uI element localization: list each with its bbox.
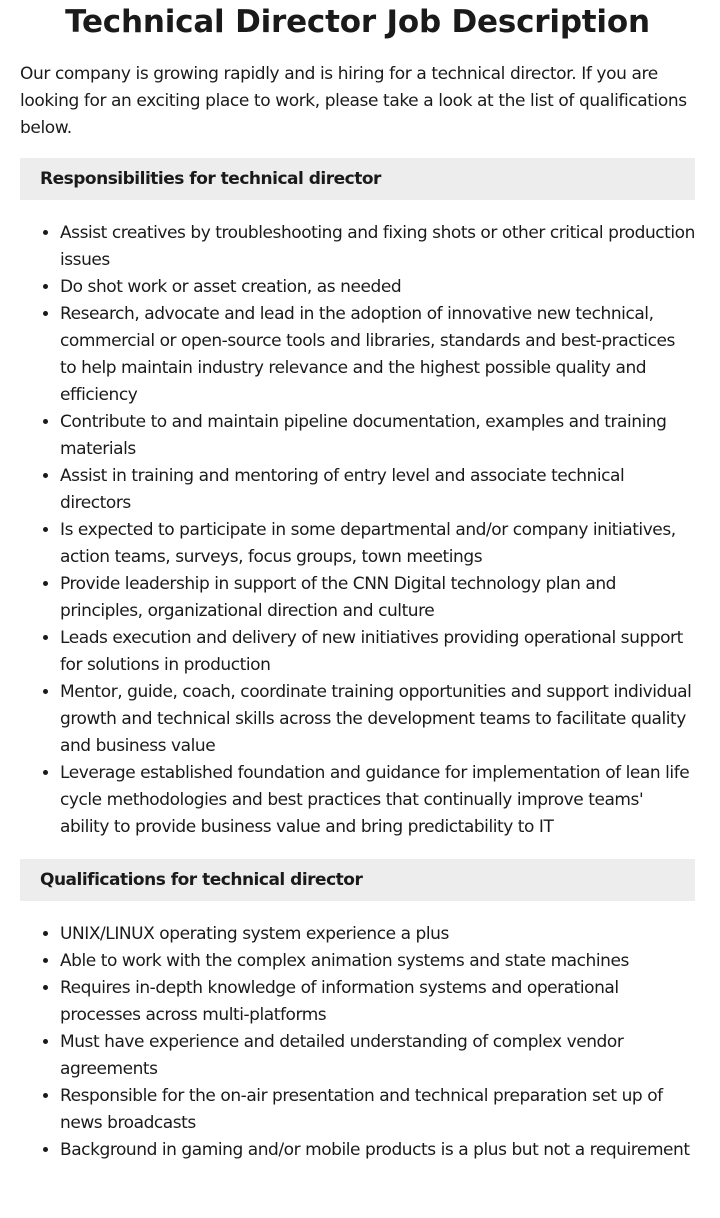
responsibility-item: • Research, advocate and lead in the adoption of innovative new technical, commercial or open-source tools and libraries, standards and best-practices to help maintain industry relevance and the highest possible quality and efficiency bbox=[60, 301, 695, 409]
qualification-item: • Background in gaming and/or mobile products is a plus but not a requirement bbox=[60, 1137, 695, 1164]
responsibility-item: • Assist creatives by troubleshooting and fixing shots or other critical production issues bbox=[60, 220, 695, 274]
responsibilities-list bbox=[20, 220, 695, 841]
responsibility-item: • Do shot work or asset creation, as needed bbox=[60, 274, 695, 301]
qualification-item: • UNIX/LINUX operating system experience a plus bbox=[60, 921, 695, 948]
responsibility-item: • Provide leadership in support of the CNN Digital technology plan and principles, organizational direction and culture bbox=[60, 571, 695, 625]
responsibility-item: • Leads execution and delivery of new initiatives providing operational support for solutions in production bbox=[60, 625, 695, 679]
qualifications-heading: Qualifications for technical director bbox=[20, 859, 695, 901]
qualification-item: • Must have experience and detailed understanding of complex vendor agreements bbox=[60, 1029, 695, 1083]
responsibility-item: • Assist in training and mentoring of entry level and associate technical directors bbox=[60, 463, 695, 517]
responsibility-item: • Leverage established foundation and guidance for implementation of lean life cycle methodologies and best practices that continually improve teams' ability to provide business value and bring predictability to IT bbox=[60, 760, 695, 841]
responsibility-item: • Contribute to and maintain pipeline documentation, examples and training materials bbox=[60, 409, 695, 463]
intro-paragraph: Our company is growing rapidly and is hiring for a technical director. If you are looking for an exciting place to work, please take a look at the list of qualifications below. bbox=[20, 64, 687, 138]
responsibility-item: • Is expected to participate in some departmental and/or company initiatives, action teams, surveys, focus groups, town meetings bbox=[60, 517, 695, 571]
qualification-item: • Able to work with the complex animation systems and state machines bbox=[60, 948, 695, 975]
qualification-item: • Responsible for the on-air presentation and technical preparation set up of news broadcasts bbox=[60, 1083, 695, 1137]
responsibility-item: • Mentor, guide, coach, coordinate training opportunities and support individual growth and technical skills across the development teams to facilitate quality and business value bbox=[60, 679, 695, 760]
page-title: Technical Director Job Description bbox=[65, 4, 650, 40]
qualification-item: • Requires in-depth knowledge of information systems and operational processes across multi-platforms bbox=[60, 975, 695, 1029]
qualifications-list bbox=[20, 921, 695, 1164]
responsibilities-heading: Responsibilities for technical director bbox=[20, 158, 695, 200]
